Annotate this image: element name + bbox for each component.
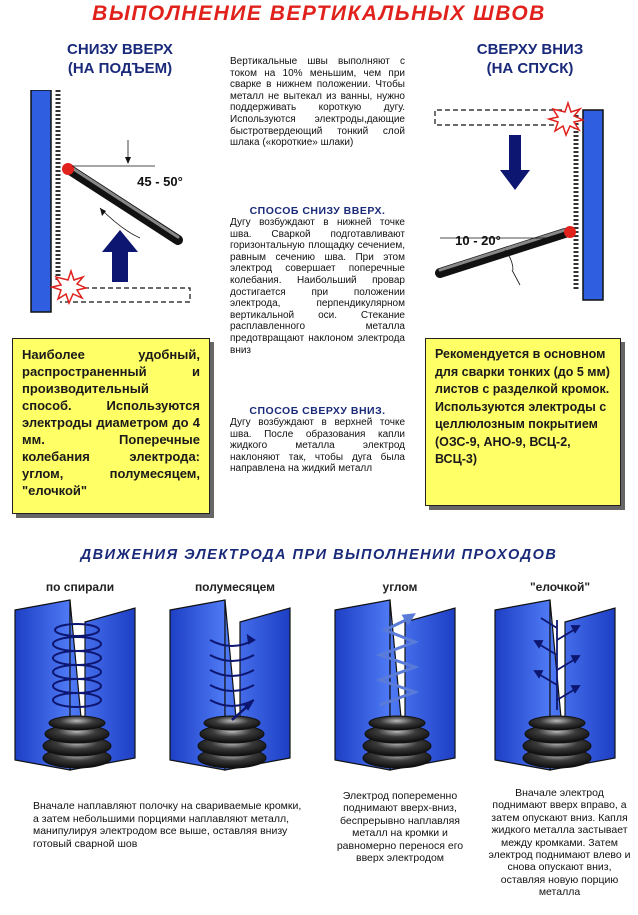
arc-start-star-icon (549, 103, 583, 135)
caption-spiral-crescent: Вначале наплавляют полочку на свариваемые кромки, а затем небольшими порциями наплавляют металл, манипулируя электродом все выше, оставляя внизу готовый сварной шов (33, 800, 302, 850)
movement-label-angle: углом (382, 580, 418, 594)
vertical-plate (31, 90, 51, 312)
movement-label-spiral: по спирали (45, 580, 115, 594)
angle-arc-arrow (100, 208, 106, 216)
section-title: ДВИЖЕНИЯ ЭЛЕКТРОДА ПРИ ВЫПОЛНЕНИИ ПРОХОДОВ (80, 547, 558, 563)
movement-crescent-diagram (170, 600, 290, 770)
weld-bead-stack (198, 716, 266, 768)
right-angle-label: 10 - 20° (455, 233, 501, 248)
down-arrow-icon (500, 135, 530, 190)
right-heading (430, 40, 630, 78)
right-heading-line2: (НА СПУСК) (486, 60, 574, 77)
upward-welding-diagram (0, 90, 215, 315)
arc-spark-icon (564, 226, 576, 238)
movement-herringbone-diagram (495, 600, 615, 770)
left-heading (20, 40, 220, 78)
method-up-block (230, 205, 405, 356)
caption-angle: Электрод попеременно поднимают вверх-вниз, беспрерывно наплавляя металл на кромки и равномерно перенося его вверх электродом (336, 790, 464, 865)
right-info-box: Рекомендуется в основном для сварки тонких (до 5 мм) листов с разделкой кромок. Используются электроды с целлюлозным покрытием (ОЗС-9, АНО-9, ВСЦ-2, ВСЦ-3) (425, 338, 621, 506)
up-arrow-icon (102, 230, 138, 282)
movement-diagrams (0, 595, 638, 780)
method-down-heading: СПОСОБ СВЕРХУ ВНИЗ. (249, 405, 386, 417)
weld-bead-stack (363, 716, 431, 768)
arc-spark-icon (62, 163, 74, 175)
method-up-heading: СПОСОБ СНИЗУ ВВЕРХ. (249, 205, 386, 217)
downward-welding-diagram (420, 90, 620, 305)
movement-angle-diagram (335, 600, 455, 770)
movement-label-crescent: полумесяцем (194, 580, 276, 594)
left-angle-label: 45 - 50° (137, 174, 183, 189)
left-heading-line1: СНИЗУ ВВЕРХ (67, 41, 173, 58)
left-info-box: Наиболее удобный, распространенный и производительный способ. Используются электроды диаметром до 4 мм. Поперечные колебания электрода: углом, полумесяцем, "елочкой" (12, 338, 210, 514)
page-title: ВЫПОЛНЕНИЕ ВЕРТИКАЛЬНЫХ ШВОВ (92, 2, 546, 25)
left-heading-line2: (НА ПОДЪЕМ) (67, 60, 173, 77)
angle-pointer-line (512, 270, 520, 285)
movement-label-herringbone: "елочкой" (529, 580, 591, 594)
right-heading-line1: СВЕРХУ ВНИЗ (476, 41, 584, 58)
weld-platform-outline (435, 110, 570, 125)
method-down-text: Дугу возбуждают в верхней точке шва. После образования капли жидкого металла электрод наклоняют так, чтобы дуга была направлена на жидкий металл (230, 417, 405, 475)
center-intro-text: Вертикальные швы выполняют с током на 10% меньшим, чем при сварке в нижнем положении. Чтобы металл не вытекал из ванны, нужно поддерживать короткую дугу. Используются электроды,дающие быстротвердеющий тонкий слой шлака («короткие» шлаки) (230, 56, 405, 149)
angle-pointer-arrow (125, 157, 131, 164)
caption-herringbone: Вначале электрод поднимают вверх вправо, а затем опускают вниз. Капля жидкого металла застывает между кромками. Затем электрод поднимают влево и снова опускают вниз, оставляя новую порцию металла (488, 787, 631, 899)
movement-spiral-diagram (15, 600, 135, 770)
weld-bead-stack (523, 716, 591, 768)
method-down-block (230, 405, 405, 475)
weld-bead-stack (43, 716, 111, 768)
method-up-text: Дугу возбуждают в нижней точке шва. Сваркой подготавливают горизонтальную площадку сечением, равным сечению шва. При этом электрод совершает поперечные колебания. Наибольший провар достигается при положении электрода, перпендикулярном вертикальной оси. Стекание расплавленного металла предотвращают наклоном электрода вниз (230, 217, 405, 356)
vertical-plate (583, 110, 603, 300)
